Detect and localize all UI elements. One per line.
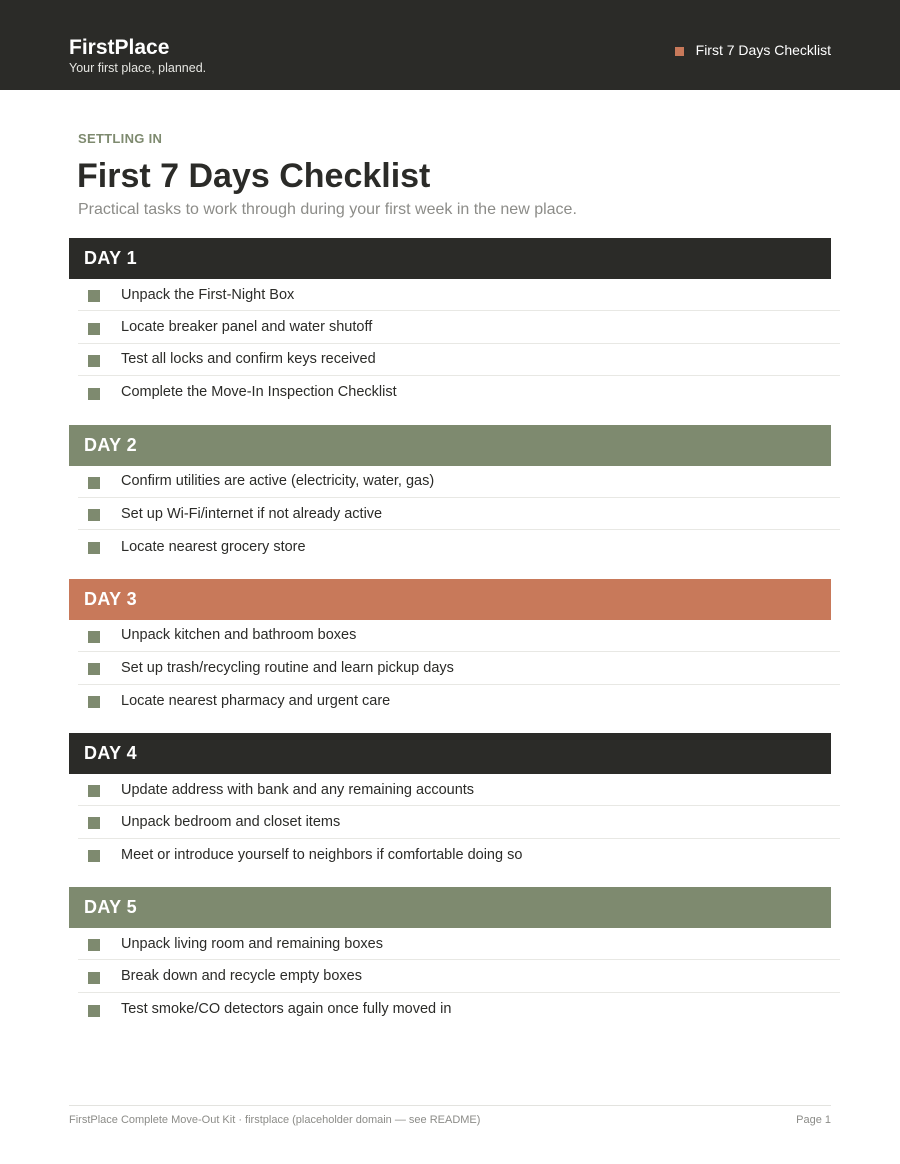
checkbox-square-icon[interactable] bbox=[88, 542, 100, 554]
checkbox-square-icon[interactable] bbox=[88, 388, 100, 400]
checklist-item-label: Locate nearest grocery store bbox=[121, 538, 306, 555]
checklist-item bbox=[78, 652, 840, 684]
checklist-item bbox=[78, 498, 840, 530]
checkbox-square-icon[interactable] bbox=[88, 1005, 100, 1017]
day-header-label: DAY 4 bbox=[84, 742, 138, 763]
day-section bbox=[69, 887, 840, 1025]
document-label-text: First 7 Days Checklist bbox=[695, 42, 831, 58]
checkbox-square-icon[interactable] bbox=[88, 972, 100, 984]
page-number: Page 1 bbox=[796, 1114, 831, 1126]
checklist-item-label: Test smoke/CO detectors again once fully moved in bbox=[121, 1001, 452, 1018]
checklist-item bbox=[78, 685, 840, 717]
checklist-item bbox=[78, 344, 840, 376]
day-section bbox=[69, 579, 840, 717]
checklist bbox=[78, 774, 840, 871]
checklist-item-label: Meet or introduce yourself to neighbors if comfortable doing so bbox=[121, 846, 523, 863]
checklist bbox=[78, 928, 840, 1025]
day-section bbox=[69, 425, 840, 563]
day-header-label: DAY 3 bbox=[84, 588, 138, 609]
day-header-label: DAY 1 bbox=[84, 248, 138, 268]
day-header-label: DAY 2 bbox=[84, 434, 138, 455]
day-header-bar bbox=[69, 425, 831, 466]
checklist-item bbox=[78, 774, 840, 806]
checklist bbox=[78, 466, 840, 563]
checkbox-square-icon[interactable] bbox=[88, 817, 100, 829]
checklist-item bbox=[78, 993, 840, 1025]
checklist-item-label: Test all locks and confirm keys received bbox=[121, 351, 376, 368]
brand-name: FirstPlace bbox=[69, 36, 170, 59]
checklist-item bbox=[78, 806, 840, 838]
checklist-item-label: Locate breaker panel and water shutoff bbox=[121, 319, 373, 336]
checkbox-square-icon[interactable] bbox=[88, 290, 100, 302]
day-header-bar bbox=[69, 733, 831, 774]
checklist-item-label: Set up trash/recycling routine and learn pickup days bbox=[121, 659, 454, 676]
checkbox-square-icon[interactable] bbox=[88, 477, 100, 489]
checkbox-square-icon[interactable] bbox=[88, 850, 100, 862]
page-subtitle: Practical tasks to work through during your first week in the new place. bbox=[78, 201, 577, 218]
footer-divider bbox=[69, 1105, 831, 1106]
page-title: First 7 Days Checklist bbox=[77, 157, 431, 195]
checklist-item bbox=[78, 279, 840, 311]
day-section bbox=[69, 238, 840, 409]
checklist bbox=[78, 279, 840, 409]
section-eyebrow: SETTLING IN bbox=[78, 131, 163, 146]
checklist-item-label: Complete the Move-In Inspection Checklist bbox=[121, 384, 397, 401]
checklist-item-label: Locate nearest pharmacy and urgent care bbox=[121, 692, 391, 709]
checklist-item-label: Update address with bank and any remaining accounts bbox=[121, 781, 475, 798]
day-header-bar bbox=[69, 887, 831, 928]
document-label bbox=[675, 42, 831, 58]
day-header-bar bbox=[69, 579, 831, 620]
checkbox-square-icon[interactable] bbox=[88, 785, 100, 797]
checklist-item bbox=[78, 928, 840, 960]
checkbox-square-icon[interactable] bbox=[88, 355, 100, 367]
checklist-item bbox=[78, 376, 840, 408]
checkbox-square-icon[interactable] bbox=[88, 696, 100, 708]
checklist-item-label: Unpack kitchen and bathroom boxes bbox=[121, 627, 357, 644]
checkbox-square-icon[interactable] bbox=[88, 323, 100, 335]
checklist-item-label: Break down and recycle empty boxes bbox=[121, 968, 362, 985]
top-header-bar bbox=[0, 0, 900, 90]
checklist-item bbox=[78, 530, 840, 562]
brand-tagline: Your first place, planned. bbox=[69, 61, 207, 75]
day-header-label: DAY 5 bbox=[84, 897, 138, 918]
checkbox-square-icon[interactable] bbox=[88, 509, 100, 521]
checklist-item-label: Unpack the First-Night Box bbox=[121, 286, 295, 303]
checkbox-square-icon[interactable] bbox=[88, 663, 100, 675]
checklist-item-label: Set up Wi-Fi/internet if not already active bbox=[121, 505, 383, 522]
checklist-item bbox=[78, 311, 840, 343]
day-section bbox=[69, 733, 840, 871]
checkbox-square-icon[interactable] bbox=[88, 631, 100, 643]
checklist-item bbox=[78, 620, 840, 652]
footer-text: FirstPlace Complete Move-Out Kit · firstplace (placeholder domain — see README) bbox=[69, 1114, 481, 1126]
day-header-bar bbox=[69, 238, 831, 279]
checklist-item bbox=[78, 839, 840, 871]
square-bullet-icon bbox=[675, 47, 684, 56]
day-list bbox=[69, 238, 840, 1041]
checkbox-square-icon[interactable] bbox=[88, 939, 100, 951]
checklist-item-label: Confirm utilities are active (electricity, water, gas) bbox=[121, 473, 435, 490]
checklist-item bbox=[78, 960, 840, 992]
checklist-item-label: Unpack bedroom and closet items bbox=[121, 813, 341, 830]
checklist bbox=[78, 620, 840, 717]
checklist-item bbox=[78, 466, 840, 498]
checklist-item-label: Unpack living room and remaining boxes bbox=[121, 935, 383, 952]
